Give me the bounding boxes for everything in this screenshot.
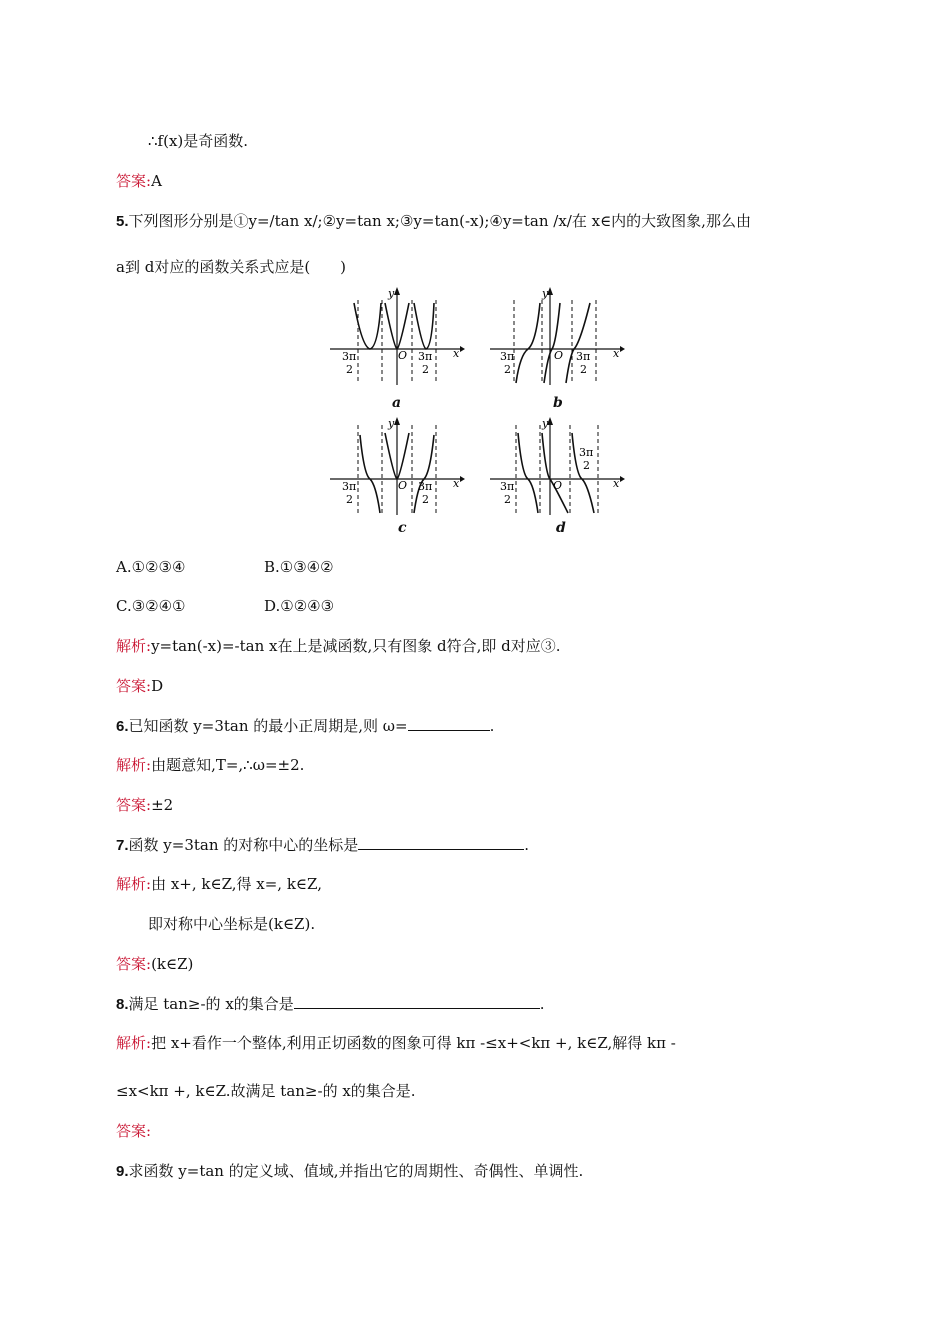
neg-tick-denominator: 2 [504, 363, 511, 376]
answer-label: 答案: [116, 1122, 152, 1140]
pos-tick-numerator: 3π [579, 446, 594, 459]
question-8 [116, 994, 545, 1015]
question-6 [116, 716, 494, 737]
question-number: 5. [116, 213, 129, 230]
answer-value: ±2 [151, 796, 174, 814]
neg-tick-numerator: 3π [342, 480, 357, 493]
graph-b [490, 285, 625, 389]
pos-tick-numerator: 3π [418, 350, 433, 363]
answer-5 [116, 676, 163, 696]
solution-text: 把 x+看作一个整体,利用正切函数的图象可得 kπ -≤x+<kπ +, k∈Z,解得 kπ - [151, 1034, 676, 1052]
question-text: 下列图形分别是①y=/tan x/;②y=tan x;③y=tan(-x);④y=tan /x/在 x∈内的大致图象,那么由 [128, 212, 751, 230]
solution-text: y=tan(-x)=-tan x在上是减函数,只有图象 d符合,即 d对应③. [151, 637, 561, 655]
option-c: C.③②④① [116, 597, 186, 615]
answer-value: D [151, 677, 164, 695]
option-d: D.①②④③ [264, 597, 335, 615]
answer-label: 答案: [116, 172, 152, 190]
graph-d [490, 415, 625, 519]
neg-tick-denominator: 2 [346, 363, 353, 376]
question-5 [116, 211, 751, 232]
pos-tick-denominator: 2 [583, 459, 590, 472]
question-end: . [539, 995, 545, 1013]
origin-label: O [398, 479, 408, 492]
answer-4 [116, 171, 162, 191]
answer-6 [116, 795, 173, 815]
solution-8-cont: ≤x<kπ +, k∈Z.故满足 tan≥-的 x的集合是. [116, 1082, 416, 1100]
neg-tick-denominator: 2 [504, 493, 511, 506]
solution-text: 由 x+, k∈Z,得 x=, k∈Z, [151, 875, 322, 893]
solution-label: 解析: [116, 875, 152, 893]
graph-c-caption: c [398, 520, 407, 536]
y-axis-label: y [388, 287, 395, 300]
solution-8 [116, 1033, 676, 1053]
option-b: B.①③④② [264, 558, 334, 576]
origin-label: O [553, 479, 563, 492]
pos-tick-numerator: 3π [576, 350, 591, 363]
question-number: 7. [116, 837, 129, 854]
question-text: 已知函数 y=3tan 的最小正周期是,则 ω= [128, 717, 408, 735]
question-number: 6. [116, 718, 129, 735]
x-axis-label: x [613, 347, 620, 360]
answer-label: 答案: [116, 955, 152, 973]
pos-tick-denominator: 2 [580, 363, 587, 376]
graph-a-caption: a [392, 395, 402, 411]
solution-7 [116, 874, 322, 894]
question-number: 9. [116, 1163, 129, 1180]
neg-tick-numerator: 3π [342, 350, 357, 363]
question-number: 8. [116, 996, 129, 1013]
y-axis-label: y [542, 417, 549, 430]
answer-blank [358, 835, 524, 850]
x-axis-label: x [453, 347, 460, 360]
x-axis-label: x [453, 477, 460, 490]
y-axis-label: y [542, 287, 549, 300]
graph-c [330, 415, 465, 519]
question-text: 满足 tan≥-的 x的集合是 [128, 995, 294, 1013]
pos-tick-denominator: 2 [422, 363, 429, 376]
solution-label: 解析: [116, 1034, 152, 1052]
pos-tick-denominator: 2 [422, 493, 429, 506]
question-5-cont: a到 d对应的函数关系式应是( ) [116, 258, 347, 276]
question-text: 求函数 y=tan 的定义域、值域,并指出它的周期性、奇偶性、单调性. [128, 1162, 584, 1180]
graph-b-caption: b [553, 395, 563, 411]
solution-label: 解析: [116, 637, 152, 655]
answer-value: A [151, 172, 162, 190]
question-end: . [489, 717, 495, 735]
answer-label: 答案: [116, 677, 152, 695]
graph-d-caption: d [556, 520, 566, 536]
solution-7-cont: 即对称中心坐标是(k∈Z). [148, 915, 316, 933]
answer-blank [408, 716, 490, 731]
answer-label: 答案: [116, 796, 152, 814]
neg-tick-denominator: 2 [346, 493, 353, 506]
origin-label: O [554, 349, 564, 362]
question-end: . [524, 836, 530, 854]
answer-value: (k∈Z) [151, 955, 194, 973]
answer-blank [294, 994, 540, 1009]
question-7 [116, 835, 529, 856]
solution-5 [116, 636, 561, 656]
neg-tick-numerator: 3π [500, 480, 515, 493]
solution-label: 解析: [116, 756, 152, 774]
neg-tick-numerator: 3π [500, 350, 515, 363]
answer-8 [116, 1121, 151, 1141]
conclusion-line: ∴f(x)是奇函数. [148, 132, 249, 150]
origin-label: O [398, 349, 408, 362]
option-a: A.①②③④ [116, 558, 186, 576]
solution-6 [116, 755, 304, 775]
x-axis-label: x [613, 477, 620, 490]
solution-text: 由题意知,T=,∴ω=±2. [151, 756, 305, 774]
question-text: 函数 y=3tan 的对称中心的坐标是 [128, 836, 359, 854]
pos-tick-numerator: 3π [418, 480, 433, 493]
answer-7 [116, 954, 193, 974]
question-9 [116, 1161, 583, 1182]
graph-a [330, 285, 465, 389]
y-axis-label: y [388, 417, 395, 430]
